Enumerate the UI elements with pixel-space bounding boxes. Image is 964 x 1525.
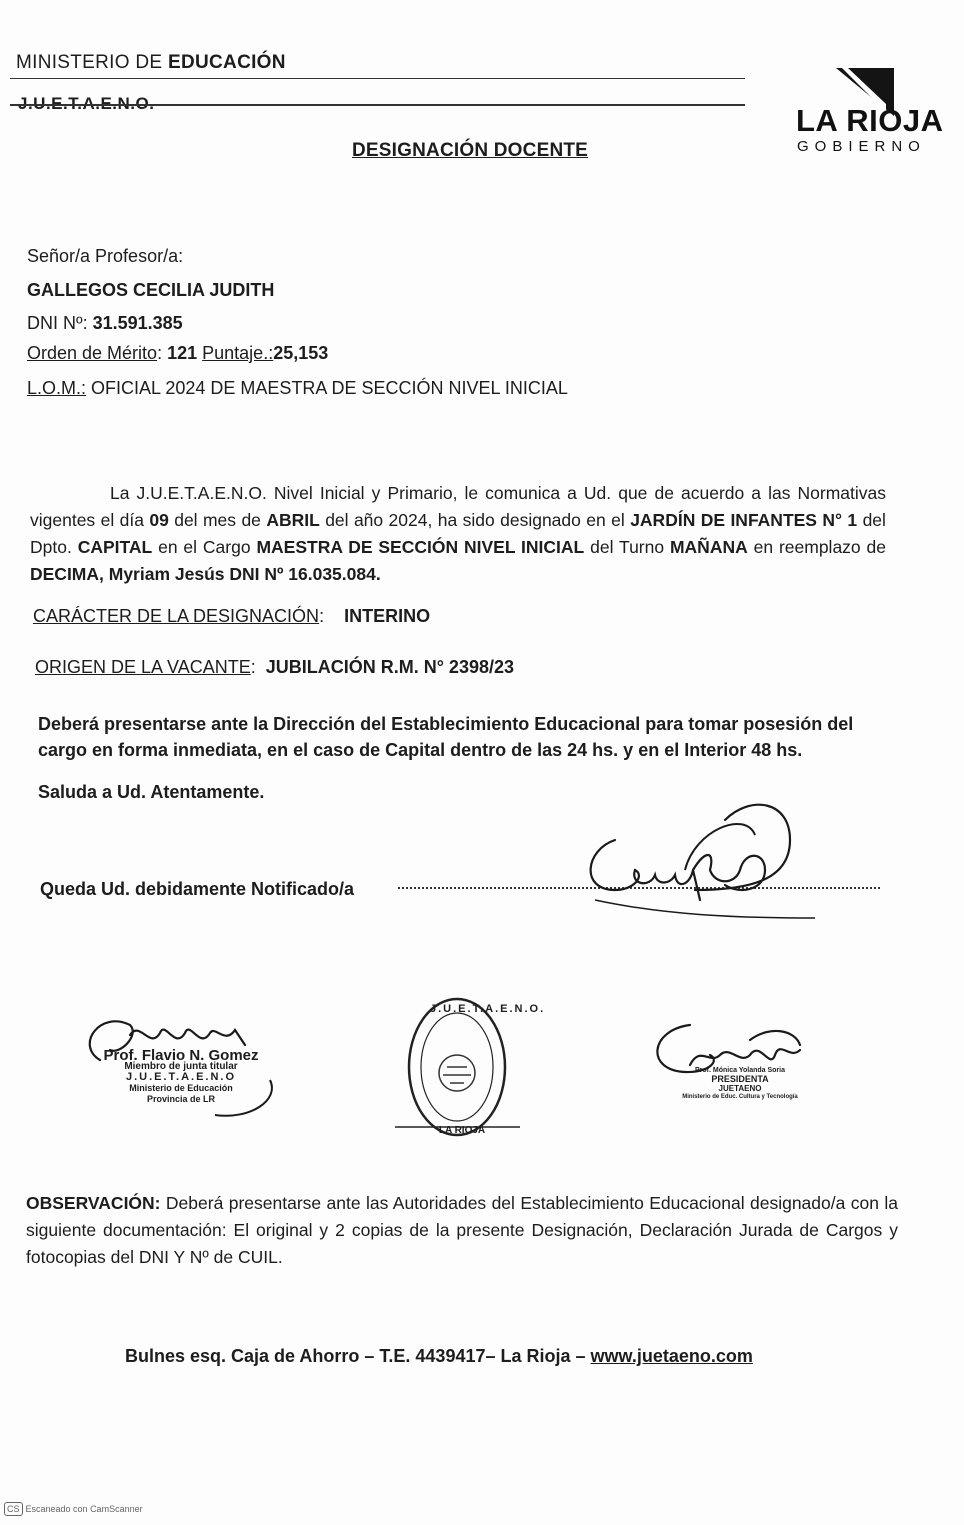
scanner-watermark [4, 1502, 143, 1516]
body-day: 09 [149, 510, 169, 530]
right-stamp-line4: Ministerio de Educ. Cultura y Tecnología [682, 1094, 798, 1100]
merit-label: Orden de Mérito [27, 343, 158, 363]
ministry-bold: EDUCACIÓN [168, 52, 286, 73]
header-rule [10, 78, 745, 79]
score-label: Puntaje.: [202, 343, 274, 363]
observation-label: OBSERVACIÓN: [26, 1193, 161, 1213]
lom-label: L.O.M.: [27, 378, 87, 398]
left-stamp-line3: J.U.E.T.A.E.N.O [125, 1071, 237, 1083]
seal-top-text: J.U.E.T.A.E.N.O. [430, 1003, 546, 1015]
body-text-3: del año 2024, ha sido designado en el [325, 510, 625, 530]
left-stamp-name: Prof. Flavio N. Gomez [103, 1047, 259, 1064]
merit-value: 121 [167, 343, 198, 363]
character-value: INTERINO [344, 606, 431, 626]
recipient-signature-icon [575, 790, 825, 930]
character-label: CARÁCTER DE LA DESIGNACIÓN [33, 606, 320, 626]
body-text-2: del mes de [174, 510, 261, 530]
dni-value: 31.591.385 [92, 313, 183, 333]
observation-text: Deberá presentarse ante las Autoridades del Establecimiento Educacional designado/a con la siguiente documentación: El original y 2 copias de la presente Designación, Declaración Jurada de Cargos y fotocopias del DNI Y Nº de CUIL. [26, 1193, 898, 1267]
document-title: DESIGNACIÓN DOCENTE [352, 140, 589, 161]
dni-label: DNI Nº: [27, 313, 88, 333]
logo-wordmark: LA RIOJA [796, 103, 944, 138]
right-stamp-name: Prof. Mónica Yolanda Soria [695, 1067, 785, 1074]
presentation-notice: Deberá presentarse ante la Dirección del Establecimiento Educacional para tomar posesión del cargo en forma inmediata, en el caso de Capital dentro de las 24 hs. y en el Interior 48 hs. [38, 714, 854, 760]
notified-label: Queda Ud. debidamente Notificado/a [40, 879, 355, 899]
left-stamp-line5: Provincia de LR [146, 1094, 216, 1104]
designation-paragraph [30, 480, 886, 588]
character-field: CARÁCTER DE LA DESIGNACIÓN: INTERINO [33, 606, 431, 626]
footer-contact [125, 1346, 753, 1367]
official-seal-icon [395, 995, 546, 1145]
body-text-5: en el Cargo [158, 537, 251, 557]
salutation: Señor/a Profesor/a: [27, 246, 184, 266]
observation-paragraph [26, 1190, 898, 1271]
body-school: JARDÍN DE INFANTES N° 1 [630, 510, 858, 530]
ministry-prefix: MINISTERIO DE [16, 52, 163, 73]
body-text-6: del Turno [590, 537, 665, 557]
score-value: 25,153 [273, 343, 329, 363]
body-role: MAESTRA DE SECCIÓN NIVEL INICIAL [256, 537, 585, 557]
footer-address: Bulnes esq. Caja de Ahorro – T.E. 4439417– La Rioja – [125, 1346, 586, 1366]
right-stamp-line2: PRESIDENTA [711, 1074, 769, 1084]
body-text-7: en reemplazo de [753, 537, 886, 557]
ministry-heading [16, 52, 286, 74]
seal-bottom-text: LA RIOJA [438, 1125, 486, 1136]
body-replaced: DECIMA, Myriam Jesús DNI Nº 16.035.084. [30, 564, 381, 584]
header-rule-bottom [10, 104, 745, 106]
body-month: ABRIL [266, 510, 320, 530]
scanner-text: Escaneado con CamScanner [25, 1504, 143, 1514]
left-signature-flourish-icon [210, 1060, 290, 1120]
body-shift: MAÑANA [669, 537, 748, 557]
footer-website-link[interactable]: www.juetaeno.com [590, 1346, 753, 1366]
merit-line: Orden de Mérito: 121 Puntaje.:25,153 [27, 343, 329, 363]
recipient-name: GALLEGOS CECILIA JUDITH [27, 280, 275, 300]
camscanner-icon: CS [4, 1502, 23, 1516]
body-text-1: La J.U.E.T.A.E.N.O. Nivel Inicial y Primario, le comunica a Ud. que de acuerdo a las Normativas vigentes el día [30, 483, 886, 530]
logo-subtitle: GOBIERNO [797, 138, 926, 155]
body-dept: CAPITAL [77, 537, 153, 557]
body-text-4: del Dpto. [30, 510, 886, 557]
origin-field: ORIGEN DE LA VACANTE: JUBILACIÓN R.M. N° 2398/23 [35, 657, 514, 677]
origin-label: ORIGEN DE LA VACANTE [35, 657, 251, 677]
dni-line [27, 313, 183, 334]
greeting: Saluda a Ud. Atentamente. [38, 782, 265, 802]
left-stamp-line4: Ministerio de Educación [129, 1083, 233, 1093]
right-stamp-line3: JUETAENO [718, 1084, 762, 1093]
lom-value: OFICIAL 2024 DE MAESTRA DE SECCIÓN NIVEL INICIAL [91, 378, 568, 398]
right-stamp [680, 1066, 800, 1102]
origin-value: JUBILACIÓN R.M. N° 2398/23 [265, 657, 514, 677]
lom-line [27, 378, 568, 399]
left-stamp-line2: Miembro de junta titular [124, 1061, 238, 1072]
